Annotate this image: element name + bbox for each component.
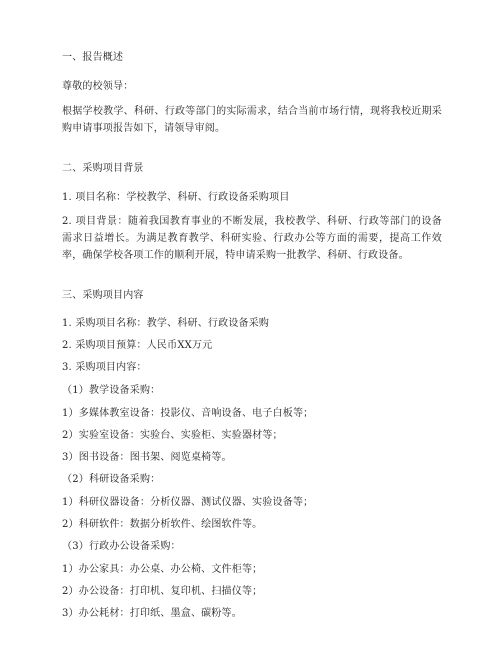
teaching-item-1: 1）多媒体教室设备：投影仪、音响设备、电子白板等；: [62, 408, 314, 419]
section-heading-content: 三、采购项目内容: [62, 290, 144, 301]
section-heading-overview: 一、报告概述: [62, 52, 124, 63]
admin-item-2: 2）办公设备：打印机、复印机、扫描仪等；: [62, 586, 263, 597]
admin-item-1: 1）办公家具：办公桌、办公椅、文件柜等；: [62, 564, 263, 575]
subsection-teaching: （1）教学设备采购：: [62, 385, 161, 396]
admin-item-3: 3）办公耗材：打印纸、墨盒、碳粉等。: [62, 608, 242, 619]
project-background-paragraph: 2. 项目背景：随着我国教育事业的不断发展，我校教学、科研、行政等部门的设备需求日益增长。为满足教育教学、科研实验、行政办公等方面的需要，提高工作效率，确保学校各项工作的顺利开展，特申请采购一批教学、科研、行政设备。: [62, 216, 442, 261]
subsection-admin: （3）行政办公设备采购：: [62, 541, 181, 552]
salutation: 尊敬的校领导：: [62, 81, 134, 92]
section-heading-background: 二、采购项目背景: [62, 163, 144, 174]
subsection-research: （2）科研设备采购：: [62, 474, 161, 485]
procurement-name-line: 1. 采购项目名称：教学、科研、行政设备采购: [62, 318, 270, 329]
procurement-budget-line: 2. 采购项目预算：人民币XX万元: [62, 340, 213, 351]
research-item-1: 1）科研仪器设备：分析仪器、测试仪器、实验设备等；: [62, 497, 314, 508]
research-item-2: 2）科研软件：数据分析软件、绘图软件等。: [62, 519, 263, 530]
teaching-item-2: 2）实验室设备：实验台、实验柜、实验器材等；: [62, 430, 283, 441]
project-name-line: 1. 项目名称：学校教学、科研、行政设备采购项目: [62, 192, 290, 203]
intro-paragraph: 根据学校教学、科研、行政等部门的实际需求，结合当前市场行情，现将我校近期采购申请事项报告如下，请领导审阅。: [62, 106, 442, 134]
teaching-item-3: 3）图书设备：图书架、阅览桌椅等。: [62, 452, 232, 463]
procurement-content-line: 3. 采购项目内容：: [62, 362, 147, 373]
